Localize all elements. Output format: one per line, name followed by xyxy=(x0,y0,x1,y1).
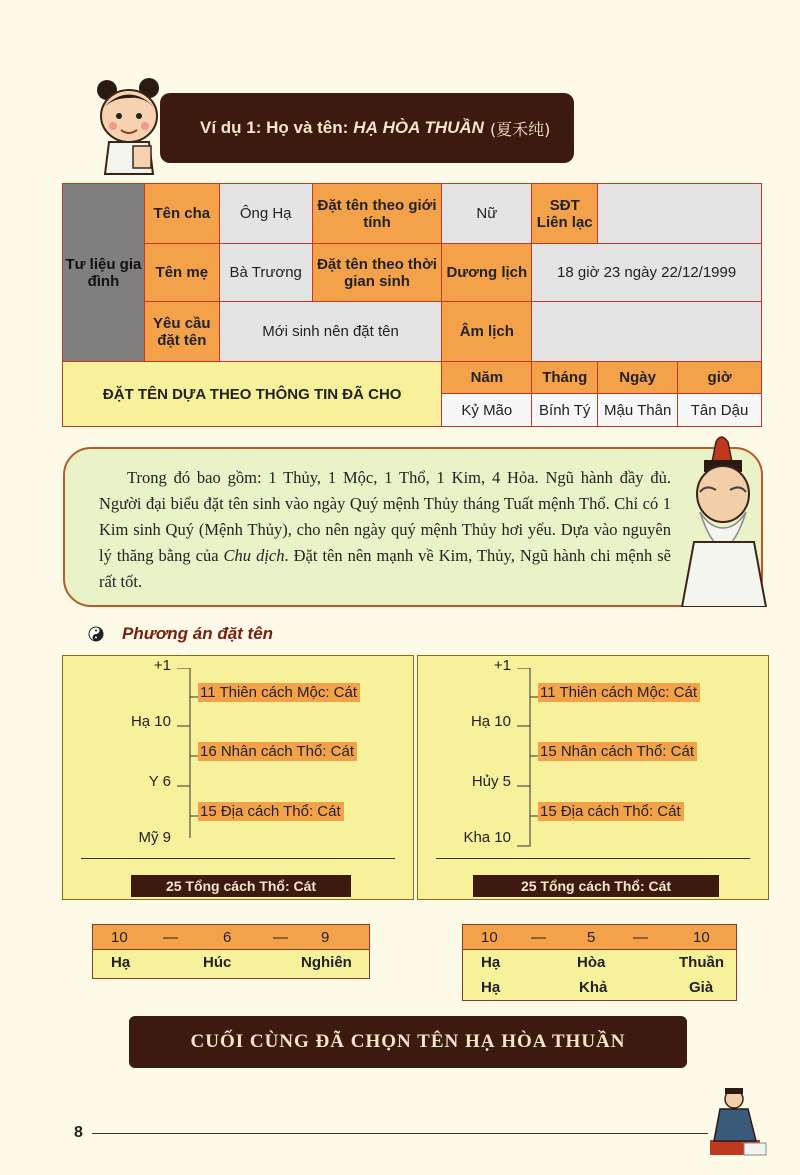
dash: — xyxy=(163,929,178,946)
scholar-writing-illustration xyxy=(700,1085,770,1160)
name-char: Hạ xyxy=(481,979,501,996)
grid-result: 11 Thiên cách Mộc: Cát xyxy=(538,683,700,702)
mother-value: Bà Trương xyxy=(219,244,312,302)
stroke-number: +1 xyxy=(493,657,511,674)
val-day: Mậu Thân xyxy=(598,394,678,427)
analysis-note-box xyxy=(63,447,763,607)
sage-illustration xyxy=(676,432,771,607)
name-char: Hạ xyxy=(111,954,131,971)
name-char: Già xyxy=(689,979,714,996)
val-year: Kỷ Mão xyxy=(442,394,532,427)
name-char: Hạ xyxy=(481,954,501,971)
divider xyxy=(436,858,750,859)
naming-option-2 xyxy=(417,655,769,900)
contact-value xyxy=(598,184,762,244)
stroke-number: Hạ 10 xyxy=(130,713,171,730)
stroke-number: Hủy 5 xyxy=(471,773,511,790)
stroke-table-1 xyxy=(92,924,370,979)
page-number: 8 xyxy=(74,1124,83,1141)
analysis-text: Trong đó bao gồm: 1 Thủy, 1 Mộc, 1 Thổ, 1 Kim, 4 Hỏa. Ngũ hành đầy đủ. Người đại biểu đặt tên sinh vào ngày Quý mệnh Thủy tháng Tuất mệnh Thổ. Chỉ có 1 Kim sinh Quý (Mệnh Thủy), cho nên ngày quý mệnh Thủy hơi yếu. Dựa vào nguyên lý thăng bằng của Chu dịch. Đặt tên nên mạnh về Kim, Thủy, Ngũ hành chi mệnh sẽ rất tốt. xyxy=(99,468,671,591)
dash: — xyxy=(531,929,546,946)
yin-yang-icon xyxy=(88,626,104,642)
val-hour: Tân Dậu xyxy=(678,394,762,427)
stroke-count: 9 xyxy=(321,929,330,946)
total-grid: 25 Tổng cách Thổ: Cát xyxy=(131,875,351,897)
father-value: Ông Hạ xyxy=(219,184,312,244)
request-value: Mới sinh nên đặt tên xyxy=(219,302,442,362)
method-heading xyxy=(96,624,273,644)
stroke-table-2 xyxy=(462,924,737,1001)
grid-result: 15 Nhân cách Thổ: Cát xyxy=(538,742,697,761)
solar-value: 18 giờ 23 ngày 22/12/1999 xyxy=(532,244,762,302)
boy-mascot-illustration xyxy=(93,76,163,176)
stroke-number: +1 xyxy=(153,657,171,674)
name-char: Nghiên xyxy=(301,954,352,971)
family-info-table xyxy=(62,183,762,427)
grid-result: 11 Thiên cách Mộc: Cát xyxy=(198,683,360,702)
lunar-value xyxy=(532,302,762,362)
mother-label: Tên mẹ xyxy=(144,244,219,302)
name-char: Khả xyxy=(579,979,608,996)
footer-line xyxy=(92,1133,708,1134)
example-title-banner xyxy=(160,93,574,163)
grid-result: 15 Địa cách Thổ: Cát xyxy=(198,802,344,821)
naming-option-1 xyxy=(62,655,414,900)
final-choice-banner: CUỐI CÙNG ĐÃ CHỌN TÊN HẠ HÒA THUẦN xyxy=(129,1016,687,1068)
solar-label: Dương lịch xyxy=(442,244,532,302)
name-char: Thuần xyxy=(679,954,724,971)
val-month: Bính Tý xyxy=(532,394,598,427)
stroke-count: 10 xyxy=(693,929,710,946)
stroke-count: 10 xyxy=(481,929,498,946)
basis-label: ĐẶT TÊN DỰA THEO THÔNG TIN ĐÃ CHO xyxy=(63,362,442,427)
total-grid: 25 Tổng cách Thổ: Cát xyxy=(473,875,719,897)
stroke-number: Hạ 10 xyxy=(470,713,511,730)
time-label: Đặt tên theo thời gian sinh xyxy=(312,244,442,302)
divider xyxy=(81,858,395,859)
name-char: Húc xyxy=(203,954,232,971)
stroke-count: 5 xyxy=(587,929,596,946)
col-month: Tháng xyxy=(532,362,598,394)
grid-result: 15 Địa cách Thổ: Cát xyxy=(538,802,684,821)
gender-label: Đặt tên theo giới tính xyxy=(312,184,442,244)
name-char: Hòa xyxy=(577,954,606,971)
father-label: Tên cha xyxy=(144,184,219,244)
col-hour: giờ xyxy=(678,362,762,394)
stroke-number: Kha 10 xyxy=(463,829,511,846)
stroke-number: Y 6 xyxy=(148,773,171,790)
dash: — xyxy=(273,929,288,946)
dash: — xyxy=(633,929,648,946)
group-label: Tư liệu gia đình xyxy=(63,184,145,362)
stroke-count: 10 xyxy=(111,929,128,946)
col-day: Ngày xyxy=(598,362,678,394)
request-label: Yêu cầu đặt tên xyxy=(144,302,219,362)
col-year: Năm xyxy=(442,362,532,394)
contact-label: SĐT Liên lạc xyxy=(532,184,598,244)
example-label: Ví dụ 1: Họ và tên: xyxy=(200,118,349,137)
method-title: Phương án đặt tên xyxy=(122,624,274,643)
example-name: HẠ HÒA THUẦN xyxy=(353,118,484,137)
grid-result: 16 Nhân cách Thổ: Cát xyxy=(198,742,357,761)
gender-value: Nữ xyxy=(442,184,532,244)
example-chinese: (夏禾纯) xyxy=(489,119,551,139)
lunar-label: Âm lịch xyxy=(442,302,532,362)
stroke-count: 6 xyxy=(223,929,232,946)
stroke-number: Mỹ 9 xyxy=(138,829,171,846)
